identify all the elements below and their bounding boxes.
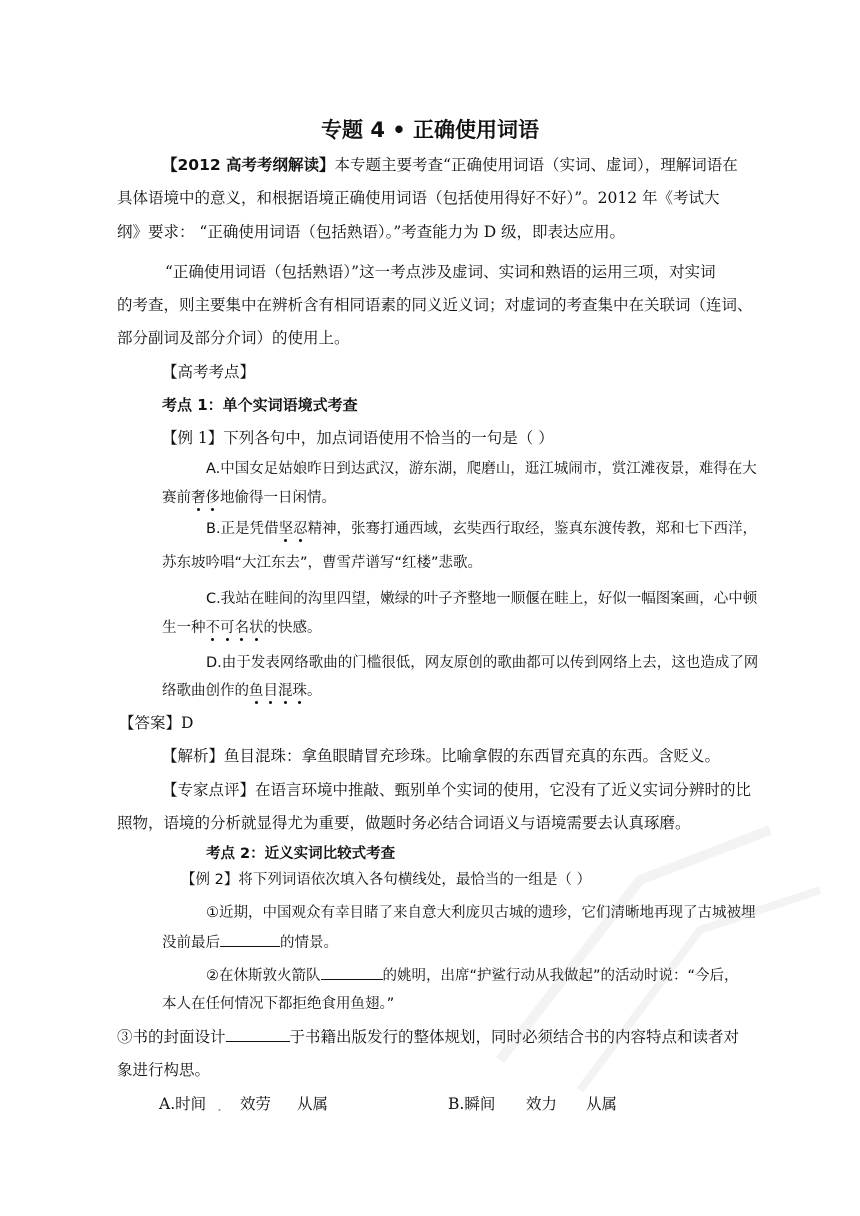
- kaodian-2-heading: 考点 2：近义实词比较式考查: [206, 846, 396, 862]
- option-a-word-3: 从属: [297, 1095, 329, 1113]
- example-2-sentence-1-line-1: ①近期，中国观众有幸目睹了来自意大利庞贝古城的遗珍，它们清晰地再现了古城被埋: [206, 905, 756, 921]
- s3-post: 于书籍出版发行的整体规划，同时必须结合书的内容特点和读者对: [289, 1028, 740, 1046]
- option-b-post: 精神，张骞打通西域，玄奘西行取经，鉴真东渡传教，郑和七下西洋，: [307, 521, 758, 537]
- intro-line-3: 纲》要求： “正确使用词语（包括熟语）。”考查能力为 D 级，即表达应用。: [117, 223, 626, 241]
- example-1-option-b-line-1: [206, 519, 757, 539]
- intro-line-2: 具体语境中的意义，和根据语境正确使用词语（包括使用得好不好）”。2012 年《考试大: [117, 189, 720, 207]
- option-a-dotted-word: [191, 490, 220, 506]
- example-1-option-c-line-2: [162, 618, 322, 638]
- expert-comment-line-2: 照物，语境的分析就显得尤为重要，做题时务必结合词语义与语境需要去认真琢磨。: [117, 814, 691, 832]
- emphasis-char: 侈: [205, 490, 220, 506]
- intro-heading: 【2012 高考考纲解读】: [162, 156, 335, 174]
- s1-post: 的情景。: [280, 935, 338, 951]
- option-a-pre: 赛前: [162, 490, 191, 506]
- option-a-word-1: A.时间: [159, 1095, 207, 1113]
- example-1-option-b-line-2: 苏东坡吟唱“大江东去”，曹雪芹谱写“红楼”悲歌。: [162, 555, 483, 571]
- para2-line-1: “正确使用词语（包括熟语）”这一考点涉及虚词、实词和熟语的运用三项，对实词: [165, 263, 716, 281]
- small-mark: .: [217, 1097, 222, 1115]
- emphasis-char: 目: [263, 683, 278, 699]
- example-1-option-a-line-2: [162, 488, 336, 508]
- para2-line-2: 的考查，则主要集中在辨析含有相同语素的同义近义词；对虚词的考查集中在关联词（连词、: [117, 296, 753, 314]
- emphasis-char: 混: [278, 683, 293, 699]
- emphasis-char: 可: [220, 620, 235, 636]
- s2-pre: ②在休斯敦火箭队: [206, 968, 321, 984]
- section-heading: 【高考考点】: [162, 363, 256, 381]
- s2-post: 的姚明，出席“护鲨行动从我做起”的活动时说：“今后，: [382, 968, 739, 984]
- emphasis-char: 不: [205, 620, 220, 636]
- s3-pre: ③书的封面设计: [117, 1028, 226, 1046]
- option-b-word-2: 效力: [526, 1095, 558, 1113]
- example-2-stem: 【例 2】将下列词语依次填入各句横线处，最恰当的一组是（ ）: [181, 872, 591, 888]
- option-d-pre: 络歌曲创作的: [162, 683, 249, 699]
- example-1-option-c-line-1: C.我站在畦间的沟里四望，嫩绿的叶子齐整地一顺偃在畦上，好似一幅图案画，心中顿: [206, 591, 758, 607]
- page-title: 专题 4 • 正确使用词语: [321, 118, 539, 142]
- option-a-word-2: 效劳: [240, 1095, 272, 1113]
- emphasis-char: 名: [234, 620, 249, 636]
- option-c-pre: 生一种: [162, 620, 206, 636]
- option-b-word-3: 从属: [586, 1095, 618, 1113]
- expert-comment-line-1: 【专家点评】在语言环境中推敲、甄别单个实词的使用，它没有了近义实词分辨时的比: [162, 781, 752, 799]
- fill-blank-1: [220, 932, 280, 947]
- example-1-stem: 【例 1】下列各句中，加点词语使用不恰当的一句是（ ）: [162, 429, 554, 447]
- option-b-pre: B.正是凭借: [206, 521, 279, 537]
- analysis: 【解析】鱼目混珠：拿鱼眼睛冒充珍珠。比喻拿假的东西冒充真的东西。含贬义。: [162, 747, 721, 765]
- option-b-word-1: B.瞬间: [448, 1095, 496, 1113]
- example-2-sentence-1-line-2: [162, 932, 338, 953]
- s1-pre: 没前最后: [162, 935, 220, 951]
- option-c-dotted-word: [206, 620, 264, 636]
- example-1-option-a-line-1: A.中国女足姑娘昨日到达武汉，游东湖，爬磨山，逛江城闹市，赏江滩夜景，难得在大: [206, 461, 757, 477]
- fill-blank-2: [321, 965, 383, 980]
- emphasis-char: 状: [249, 620, 264, 636]
- fill-blank-3: [226, 1027, 290, 1042]
- emphasis-char: 忍: [293, 521, 308, 537]
- option-d-dotted-word: [249, 683, 307, 699]
- emphasis-char: 鱼: [249, 683, 264, 699]
- option-d-post: 。: [307, 683, 322, 699]
- option-a-post: 地偷得一日闲情。: [220, 490, 336, 506]
- emphasis-char: 珠: [292, 683, 307, 699]
- example-1-option-d-line-1: D.由于发表网络歌曲的门槛很低，网友原创的歌曲都可以传到网络上去，这也造成了网: [206, 655, 759, 671]
- option-c-post: 的快感。: [263, 620, 322, 636]
- option-b-dotted-word: [279, 521, 308, 537]
- example-2-sentence-2-line-2: 本人在任何情况下都拒绝食用鱼翅。”: [162, 996, 395, 1012]
- kaodian-1-heading: 考点 1：单个实词语境式考查: [162, 396, 358, 414]
- intro-line-1-text: 本专题主要考查“正确使用词语（实词、虚词），理解词语在: [334, 156, 738, 174]
- answer: 【答案】D: [119, 714, 194, 732]
- emphasis-char: 坚: [278, 521, 294, 537]
- example-2-sentence-3-line-2: 象进行构思。: [117, 1061, 211, 1079]
- emphasis-char: 奢: [191, 490, 206, 506]
- example-1-option-d-line-2: [162, 681, 322, 701]
- example-2-sentence-3-line-1: [117, 1027, 739, 1047]
- para2-line-3: 部分副词及部分介词）的使用上。: [117, 329, 350, 347]
- example-2-sentence-2-line-1: [206, 965, 739, 986]
- intro-line-1: [162, 155, 738, 175]
